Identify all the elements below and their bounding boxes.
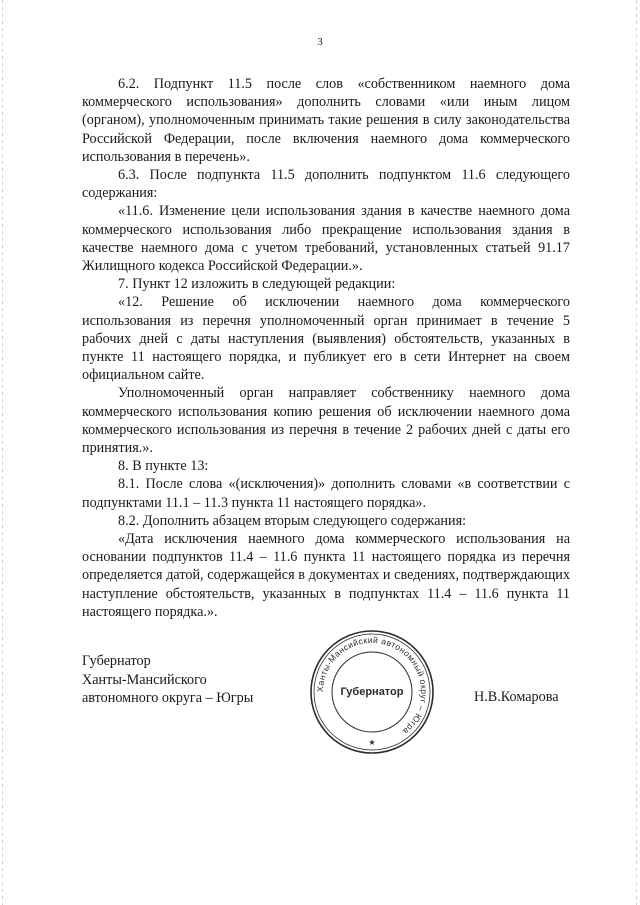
paragraph-8-2: 8.2. Дополнить абзацем вторым следующего содержания: [118,512,467,529]
signer-name: Н.В.Комарова [474,689,559,705]
paragraph-6-3: 6.3. После подпункта 11.5 дополнить подпунктом 11.6 следующего содержания: [82,167,570,202]
signatory-title [82,652,253,708]
paragraph-8-1: 8.1. После слова «(исключения)» дополнить словами «в соответствии с подпунктами 11.1 – 11.3 пункта 11 настоящего порядка». [82,476,570,511]
paragraph-8: 8. В пункте 13: [118,458,209,475]
official-seal [307,627,437,757]
paragraph-exclusion-date-quote: «Дата исключения наемного дома коммерческого использования на основании подпунктов 11.4 – 11.6 пункта 11 настоящего порядка из перечня определяется датой, содержащейся в документах и сведениях, подтверждающих наступление обстоятельств, указанных в подпунктах 11.4 – 11.6 пункта 11 настоящего порядка.». [82,531,570,620]
paragraph-7: 7. Пункт 12 изложить в следующей редакции: [118,276,396,293]
signatory-title-line-3: автономного округа – Югры [82,690,254,707]
paragraph-authority-notice: Уполномоченный орган направляет собственнику наемного дома коммерческого использования копию решения об исключении наемного дома коммерческого использования из перечня в течение 2 рабочих дней с даты его принятия.». [82,385,570,457]
scan-edge-left [2,0,3,905]
seal-graphic [307,627,437,757]
paragraph-11-6-quote: «11.6. Изменение цели использования здания в качестве наемного дома коммерческого использования либо прекращение использования здания в качестве наемного дома с учетом требований, установленных статьей 91.17 Жилищного кодекса Российской Федерации.». [82,203,570,275]
page-number: 3 [317,36,323,48]
scan-edge-right [636,0,637,905]
seal-ring-text: Ханты-Мансийский автономный округ – Югра [314,634,430,737]
seal-star-icon: ★ [368,738,376,747]
paragraph-6-2: 6.2. Подпункт 11.5 после слов «собственником наемного дома коммерческого использования» дополнить словами «или иным лицом (органом), уполномоченным принимать такие решения в силу законодательства Российской Федерации, после включения наемного дома коммерческого использования в перечень». [82,76,570,165]
signatory-title-line-1: Губернатор [82,653,151,669]
seal-center-text: Губернатор [340,686,404,698]
document-body [82,75,570,621]
paragraph-12-quote: «12. Решение об исключении наемного дома коммерческого использования из перечня уполномоченный орган принимает в течение 5 рабочих дней с даты наступления (выявления) обстоятельств, указанных в пункте 11 настоящего порядка, и публикует его в сети Интернет на своем официальном сайте. [82,294,570,384]
signatory-title-line-2: Ханты-Мансийского [82,671,207,688]
